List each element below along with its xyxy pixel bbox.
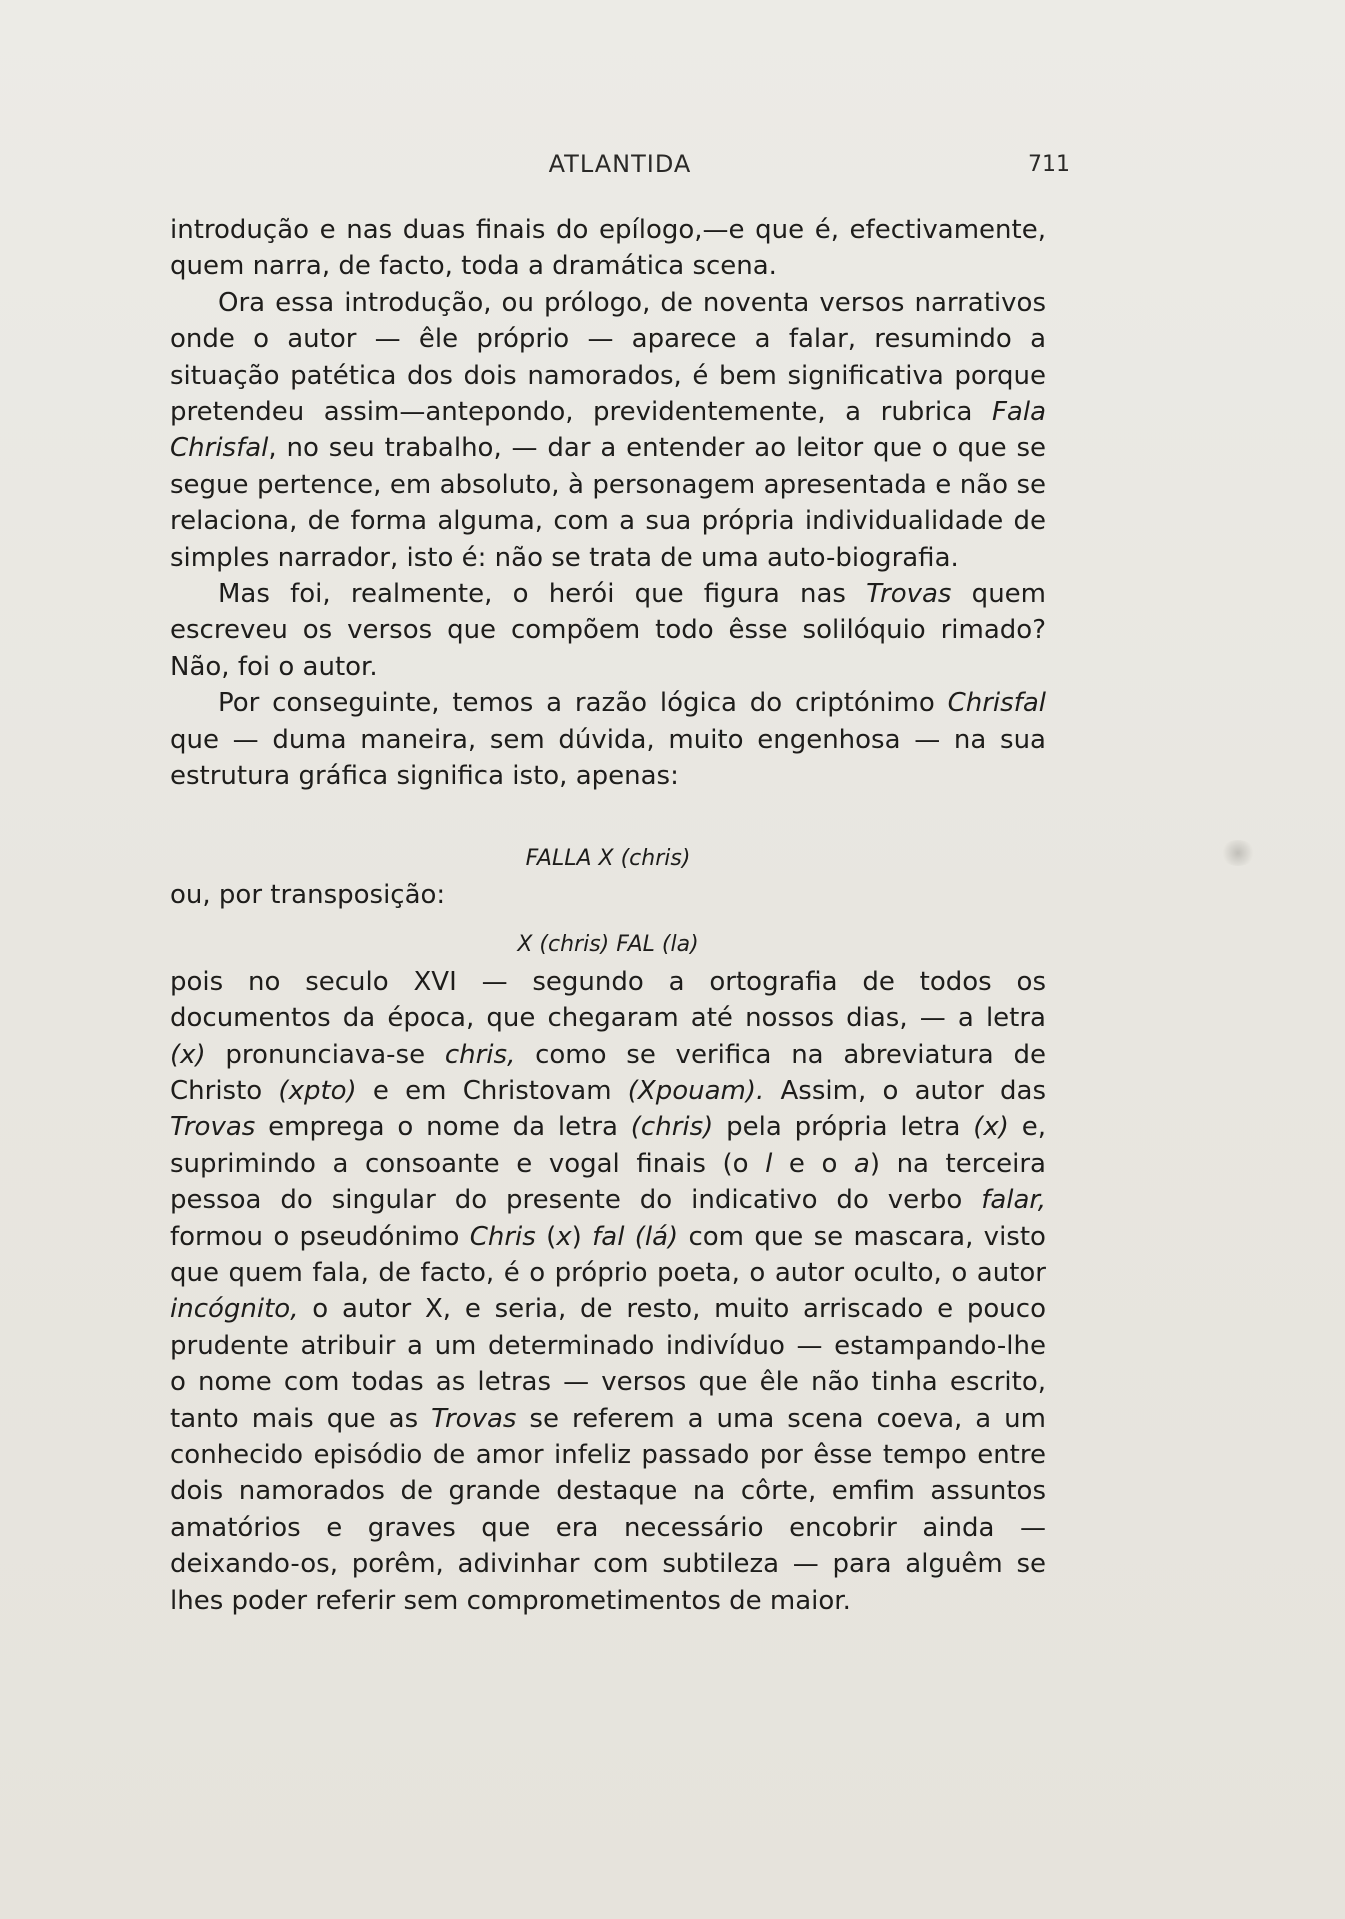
text-run: formou o pseudónimo <box>170 1221 470 1252</box>
page-number: 711 <box>1028 152 1070 177</box>
italic-run: incógnito, <box>170 1294 299 1325</box>
text-run: ( <box>535 1221 557 1252</box>
text-run: introdução e nas duas finais do epílogo,—e que é, efectivamente, quem narra, de facto, toda a dramática scena. <box>170 215 1046 282</box>
paragraph-1 <box>170 212 1046 285</box>
italic-run: (x) <box>973 1112 1009 1143</box>
italic-run: fal (lá) <box>592 1221 679 1252</box>
paragraph-5 <box>170 964 1046 1619</box>
text-run: Por conseguinte, temos a razão lógica do criptónimo <box>218 688 948 719</box>
body-text <box>170 212 1046 1619</box>
italic-run: (xpto) <box>278 1075 357 1106</box>
italic-run: a <box>853 1148 870 1179</box>
text-run: Mas foi, realmente, o herói que figura nas <box>218 579 867 610</box>
formula-x-fal: X (chris) FAL (la) <box>517 932 699 958</box>
text-run: como se verifica na abreviatura de Christo <box>170 1039 1046 1106</box>
text-run: Assim, o autor das <box>764 1075 1046 1106</box>
italic-run: chris, <box>444 1039 516 1070</box>
text-run: com que se mascara, visto que quem fala, de facto, é o próprio poeta, o autor oculto, o autor <box>170 1221 1046 1288</box>
text-run: pela própria letra <box>713 1112 974 1143</box>
italic-run: Trovas <box>866 579 952 610</box>
text-run: que — duma maneira, sem dúvida, muito engenhosa — na sua estrutura gráfica significa isto, apenas: <box>170 724 1046 792</box>
text-run: pronunciava-se <box>205 1039 445 1070</box>
paragraph-2 <box>170 285 1046 576</box>
text-run: Ora essa introdução, ou prólogo, de noventa versos narrativos onde o autor — êle próprio — aparece a falar, resumindo a situação patética dos dois namorados, é bem significativa porque pretendeu assim—antepondo, previdentemente, a rubrica <box>170 287 1046 428</box>
italic-run: (Xpouam). <box>627 1075 765 1106</box>
page-header <box>170 150 1070 190</box>
text-run: e o <box>772 1148 854 1179</box>
paper-stain <box>1220 840 1256 866</box>
italic-run: Fala Chrisfal <box>170 397 1046 464</box>
text-run: e, suprimindo a consoante e vogal finais (o <box>170 1112 1046 1179</box>
italic-run: l <box>765 1148 773 1179</box>
text-run: emprega o nome da letra <box>255 1112 631 1143</box>
italic-run: (x) <box>170 1039 206 1070</box>
italic-run: falar, <box>981 1185 1046 1216</box>
italic-run: Trovas <box>431 1403 517 1434</box>
text-run: se referem a uma scena coeva, a um conhecido episódio de amor infeliz passado por êsse tempo entre dois namorados de grande destaque na côrte, emfim assuntos amatórios e graves que era necessário encobrir ainda — deixando-os, porêm, adivinhar com subtileza — para alguêm se lhes poder referir sem comprometimentos de maior. <box>170 1403 1046 1616</box>
italic-run: Chrisfal <box>947 688 1046 719</box>
italic-run: Trovas <box>170 1112 256 1143</box>
paragraph-4 <box>170 685 1046 794</box>
text-run: quem escreveu os versos que compõem todo êsse solilóquio rimado? Não, foi o autor. <box>170 579 1046 682</box>
text-run: ) na terceira pessoa do singular do presente do indicativo do verbo <box>170 1148 1046 1216</box>
text-run: o autor X, e seria, de resto, muito arriscado e pouco prudente atribuir a um determinado indivíduo — estampando-lhe o nome com todas as letras — versos que êle não tinha escrito, tanto mais que as <box>170 1294 1046 1434</box>
italic-run: (chris) <box>630 1112 714 1143</box>
text-run: , no seu trabalho, — dar a entender ao leitor que o que se segue pertence, em absoluto, à personagem apresentada e não se relaciona, de forma alguma, com a sua própria individualidade de simples narrador, isto é: não se trata de uma auto-biografia. <box>170 433 1046 573</box>
italic-run: Chris <box>469 1221 536 1252</box>
running-head: ATLANTIDA <box>548 150 692 178</box>
text-run: e em Christovam <box>356 1075 628 1106</box>
italic-run: x <box>556 1221 572 1252</box>
text-run: ) <box>571 1221 593 1252</box>
paragraph-3 <box>170 576 1046 685</box>
text-run: pois no seculo XVI — segundo a ortografia de todos os documentos da época, que chegaram até nossos dias, — a letra <box>170 966 1046 1034</box>
formula-falla-x: FALLA X (chris) <box>525 845 691 871</box>
transition-line: ou, por transposição: <box>170 879 446 910</box>
